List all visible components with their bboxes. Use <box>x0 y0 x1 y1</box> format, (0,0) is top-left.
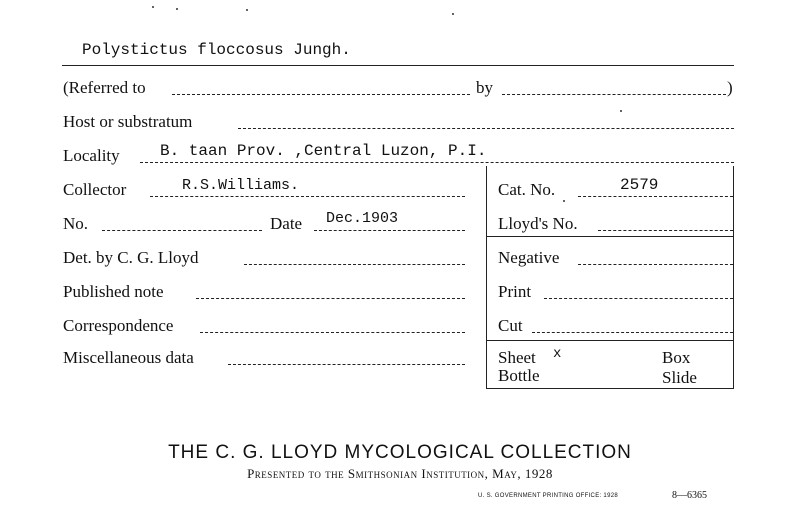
negative-label: Negative <box>498 248 560 267</box>
lloyds-no-field[interactable] <box>598 230 733 231</box>
referred-to-label: (Referred to <box>63 78 146 97</box>
date-value: Dec.1903 <box>326 210 399 227</box>
misc-data-label: Miscellaneous data <box>63 348 194 367</box>
box-right-border <box>733 166 734 388</box>
host-label: Host or substratum <box>63 112 193 131</box>
box-bottom-border <box>486 388 734 389</box>
close-paren: ) <box>727 78 733 97</box>
negative-field[interactable] <box>578 264 733 265</box>
box-divider <box>486 236 734 237</box>
collector-field[interactable] <box>150 196 465 197</box>
published-note-label: Published note <box>63 282 164 301</box>
published-note-field[interactable] <box>196 298 465 299</box>
misc-data-field[interactable] <box>228 364 465 365</box>
locality-value: B. taan Prov. ,Central Luzon, P.I. <box>160 142 487 160</box>
speck <box>452 13 454 15</box>
sheet-label: Sheet <box>498 348 536 367</box>
box-left-border <box>486 166 487 388</box>
cut-field[interactable] <box>532 332 733 333</box>
cut-label: Cut <box>498 316 523 335</box>
cat-no-label: Cat. No. <box>498 180 556 199</box>
print-label: Print <box>498 282 532 301</box>
speck <box>152 6 154 8</box>
date-label: Date <box>270 214 303 233</box>
collection-subtitle: Presented to the Smithsonian Institution, May, 1928 <box>247 466 553 481</box>
det-by-label: Det. by C. G. Lloyd <box>63 248 199 267</box>
box-divider <box>486 340 734 341</box>
collection-title: THE C. G. LLOYD MYCOLOGICAL COLLECTION <box>168 442 632 463</box>
slide-label: Slide <box>662 368 697 387</box>
cat-no-field[interactable] <box>578 196 733 197</box>
species-name: Polystictus floccosus Jungh. <box>82 41 351 59</box>
by-label: by <box>476 78 493 97</box>
date-field[interactable] <box>314 230 465 231</box>
species-underline <box>62 65 734 66</box>
collector-value: R.S.Williams. <box>182 177 300 194</box>
form-number: 8—6365 <box>672 490 707 501</box>
correspondence-label: Correspondence <box>63 316 174 335</box>
det-by-field[interactable] <box>244 264 465 265</box>
bottle-label: Bottle <box>498 366 540 385</box>
no-label: No. <box>63 214 89 233</box>
no-field[interactable] <box>102 230 262 231</box>
cat-no-value: 2579 <box>620 176 659 194</box>
printer-imprint: U. S. GOVERNMENT PRINTING OFFICE: 1928 <box>478 493 618 499</box>
sheet-mark: x <box>553 346 562 362</box>
by-field[interactable] <box>502 94 726 95</box>
correspondence-field[interactable] <box>200 332 465 333</box>
box-label: Box <box>662 348 691 367</box>
print-field[interactable] <box>544 298 733 299</box>
lloyds-no-label: Lloyd's No. <box>498 214 578 233</box>
locality-label: Locality <box>63 146 120 165</box>
host-field[interactable] <box>238 128 734 129</box>
speck <box>246 9 248 11</box>
locality-field[interactable] <box>140 162 734 163</box>
speck <box>176 8 178 10</box>
referred-to-field[interactable] <box>172 94 470 95</box>
collector-label: Collector <box>63 180 127 199</box>
speck <box>620 110 622 112</box>
speck <box>563 200 565 202</box>
